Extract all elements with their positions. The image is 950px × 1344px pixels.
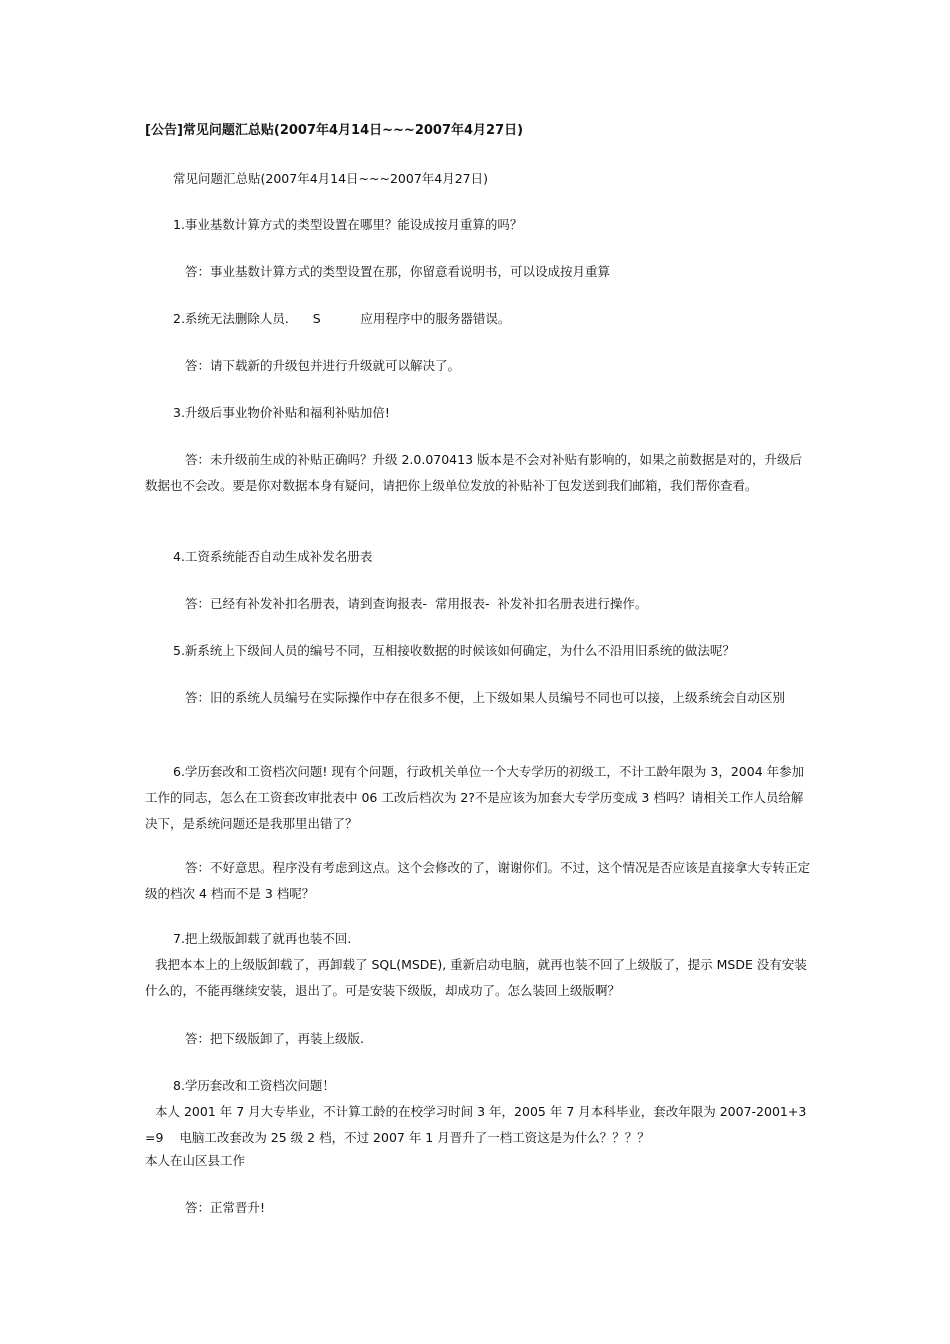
question-8-detail-extra: 本人在山区县工作 — [145, 1153, 246, 1168]
question-8-detail: 本人 2001 年 7 月大专毕业，不计算工龄的在校学习时间 3 年，2005 年 7 月本科毕业，套改年限为 2007-2001+3=9 电脑工改套改为 25 级 2 档，不过 2007 年 1 月晋升了一档工资这是为什么？？？？ — [145, 1104, 807, 1145]
answer-5: 答：旧的系统人员编号在实际操作中存在很多不便，上下级如果人员编号不同也可以接，上级系统会自动区别 — [185, 690, 786, 705]
question-5: 5.新系统上下级间人员的编号不同，互相接收数据的时候该如何确定，为什么不沿用旧系统的做法呢？ — [173, 643, 735, 658]
answer-7: 答：把下级版卸了，再装上级版. — [185, 1031, 364, 1046]
question-7: 7.把上级版卸载了就再也装不回. — [173, 931, 352, 946]
answer-3: 答：未升级前生成的补贴正确吗？升级 2.0.070413 版本是不会对补贴有影响的，如果之前数据是对的，升级后数据也不会改。要是你对数据本身有疑问，请把你上级单位发放的补贴补丁包发送到我们邮箱，我们帮你查看。 — [145, 452, 803, 493]
answer-2: 答：请下载新的升级包并进行升级就可以解决了。 — [185, 358, 461, 373]
question-6: 6.学历套改和工资档次问题! 现有个问题，行政机关单位一个大专学历的初级工，不计工龄年限为 3，2004 年参加工作的同志，怎么在工资套改审批表中 06 工改后档次为 2?不是应该为加套大专学历变成 3 档吗？请相关工作人员给解决下，是系统问题还是我那里出错了？ — [145, 764, 805, 831]
question-7-detail: 我把本本上的上级版卸载了，再卸载了 SQL(MSDE), 重新启动电脑，就再也装不回了上级版了，提示 MSDE 没有安装什么的，不能再继续安装，退出了。可是安装下级版，却成功了。怎么装回上级版啊？ — [145, 957, 807, 998]
question-8: 8.学历套改和工资档次问题！ — [173, 1078, 335, 1093]
answer-6: 答：不好意思。程序没有考虑到这点。这个会修改的了，谢谢你们。不过，这个情况是否应该是直接拿大专转正定级的档次 4 档而不是 3 档呢？ — [145, 860, 811, 901]
answer-8: 答：正常晋升! — [185, 1200, 266, 1215]
answer-1: 答：事业基数计算方式的类型设置在那，你留意看说明书，可以设成按月重算 — [185, 264, 611, 279]
question-1: 1.事业基数计算方式的类型设置在哪里？能设成按月重算的吗？ — [173, 217, 523, 232]
question-3: 3.升级后事业物价补贴和福利补贴加倍! — [173, 405, 390, 420]
document-title: [公告]常见问题汇总贴(2007年4月14日~~~2007年4月27日) — [145, 123, 524, 138]
document-subtitle: 常见问题汇总贴(2007年4月14日~~~2007年4月27日) — [173, 171, 489, 186]
question-4: 4.工资系统能否自动生成补发名册表 — [173, 549, 373, 564]
question-2: 2.系统无法删除人员. S 应用程序中的服务器错误。 — [173, 311, 511, 326]
answer-4: 答：已经有补发补扣名册表，请到查询报表- 常用报表- 补发补扣名册表进行操作。 — [185, 596, 648, 611]
